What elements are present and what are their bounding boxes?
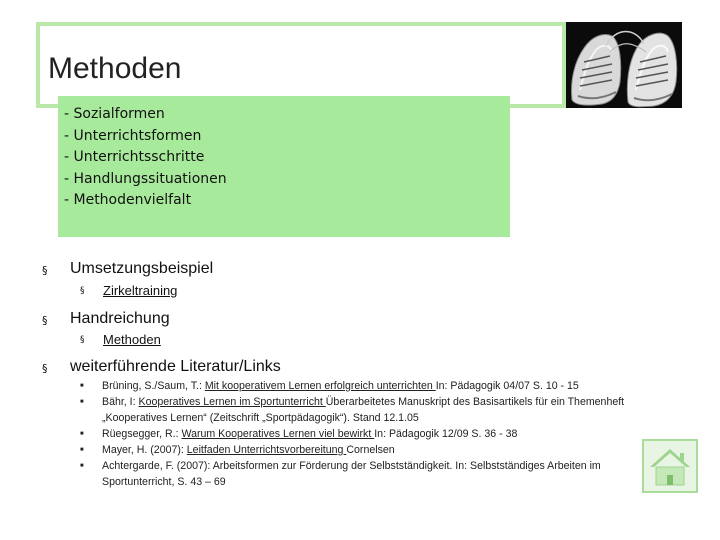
topic-item: - Methodenvielfalt: [64, 192, 192, 208]
running-shoes-photo: [566, 22, 682, 108]
reference-source: Cornelsen: [346, 444, 395, 456]
reference-item: [0, 378, 720, 394]
bullet-icon: §: [80, 286, 85, 296]
bullet-icon: ■: [80, 431, 84, 437]
zirkeltraining-link[interactable]: Zirkeltraining: [103, 283, 178, 298]
section-label: Handreichung: [70, 310, 170, 327]
bullet-icon: §: [42, 314, 48, 327]
bullet-icon: ■: [80, 463, 84, 469]
bullet-icon: §: [42, 362, 48, 375]
topics-list: [58, 96, 510, 212]
topic-item: - Unterrichtsformen: [64, 127, 202, 144]
topic-item: - Sozialformen: [64, 106, 165, 122]
bullet-icon: ■: [80, 447, 84, 453]
section-label: weiterführende Literatur/Links: [70, 358, 281, 375]
reference-link[interactable]: Mit kooperativem Lernen erfolgreich unterrichten: [204, 380, 436, 392]
reference-source: Überarbeitetes Manuskript des Basisartikels für ein Themenheft „Kooperatives Lernen“ (Zeitschrift „Sportpädagogik“). Stand 12.1.05: [102, 396, 625, 424]
home-icon: [644, 441, 696, 491]
reference-author: Achtergarde, F. (2007): Arbeitsformen zur Förderung der Selbstständigkeit. In: Selbstständiges Arbeiten im Sportunterricht, S. 43 – 69: [102, 460, 601, 488]
reference-list: [0, 378, 720, 490]
reference-source: In: Pädagogik 04/07 S. 10 - 15: [435, 380, 579, 392]
bullet-icon: §: [80, 335, 85, 345]
methoden-link[interactable]: Methoden: [103, 332, 161, 347]
slide-title: Methoden: [48, 52, 182, 85]
reference-item: [0, 458, 720, 490]
reference-author: Mayer, H. (2007):: [102, 444, 187, 456]
reference-item: [0, 426, 720, 442]
topic-item: - Unterrichtsschritte: [64, 149, 205, 165]
bullet-icon: ■: [80, 399, 84, 405]
reference-link[interactable]: Leitfaden Unterrichtsvorbereitung: [186, 444, 347, 456]
reference-item: [0, 442, 720, 458]
reference-source: In: Pädagogik 12/09 S. 36 - 38: [374, 428, 518, 440]
reference-link[interactable]: Kooperatives Lernen im Sportunterricht: [138, 396, 326, 408]
bullet-icon: ■: [80, 383, 84, 389]
bullet-icon: §: [42, 264, 48, 277]
reference-author: Bähr, I:: [102, 396, 139, 408]
topic-item: - Handlungssituationen: [64, 170, 227, 187]
home-button[interactable]: [642, 439, 698, 493]
reference-author: Brüning, S./Saum, T.:: [102, 380, 205, 392]
reference-item: [0, 394, 720, 426]
reference-link[interactable]: Warum Kooperatives Lernen viel bewirkt: [181, 428, 375, 440]
reference-author: Rüegsegger, R.:: [102, 428, 182, 440]
section-label: Umsetzungsbeispiel: [70, 260, 214, 277]
topics-box: [58, 96, 510, 237]
